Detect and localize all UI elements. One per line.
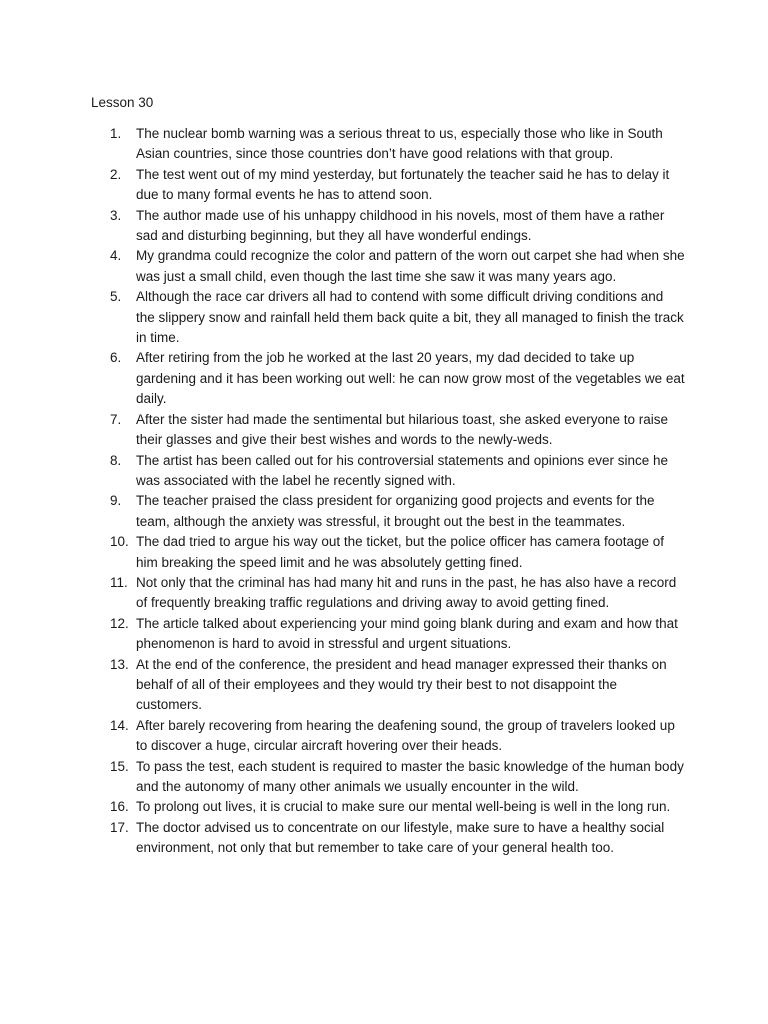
- list-item-number: 1.: [110, 126, 122, 141]
- list-item: [100, 287, 685, 348]
- list-item-number: 11.: [110, 574, 128, 590]
- list-item-text: To prolong out lives, it is crucial to make sure our mental well-being is well in the long run.: [136, 799, 671, 815]
- list-item: [100, 757, 685, 798]
- list-item-text: My grandma could recognize the color and pattern of the worn out carpet she had when she was just a small child, even though the last time she saw it was many years ago.: [136, 248, 685, 284]
- list-item-number: 8.: [110, 452, 122, 468]
- list-item: [100, 491, 685, 532]
- list-item-text: After barely recovering from hearing the deafening sound, the group of travelers looked up to discover a huge, circular aircraft hovering over their heads.: [136, 717, 675, 754]
- list-item: [100, 246, 685, 287]
- list-item-text: The doctor advised us to concentrate on our lifestyle, make sure to have a healthy social environment, not only that but remember to take care of your general health too.: [136, 819, 665, 856]
- list-item: [100, 655, 685, 716]
- list-item-number: 7.: [110, 411, 122, 427]
- list-item-number: 13.: [110, 656, 129, 672]
- list-item-number: 14.: [110, 717, 129, 733]
- list-item-text: After the sister had made the sentimental but hilarious toast, she asked everyone to raise their glasses and give their best wishes and words to the newly-weds.: [136, 411, 669, 448]
- list-item-number: 9.: [110, 493, 122, 509]
- list-item-number: 3.: [110, 207, 122, 223]
- list-item: [100, 124, 685, 165]
- list-item: [100, 573, 685, 614]
- document-title: Lesson 30: [91, 95, 154, 110]
- list-item: [100, 716, 685, 757]
- list-item-text: Not only that the criminal has had many hit and runs in the past, he has also have a record of frequently breaking traffic regulations and driving away to avoid getting fined.: [136, 574, 677, 611]
- list-item-text: The article talked about experiencing your mind going blank during and exam and how that phenomenon is hard to avoid in stressful and urgent situations.: [136, 615, 678, 652]
- list-item-text: The artist has been called out for his controversial statements and opinions ever since he was associated with the label he recently signed with.: [136, 452, 669, 488]
- list-item-number: 16.: [110, 799, 129, 815]
- list-item-text: The dad tried to argue his way out the ticket, but the police officer has camera footage of him breaking the speed limit and he was absolutely getting fined.: [136, 534, 665, 570]
- list-item-number: 4.: [110, 248, 122, 264]
- list-item: [100, 451, 685, 492]
- list-item-text: The test went out of my mind yesterday, but fortunately the teacher said he has to delay it due to many formal events he has to attend soon.: [136, 166, 670, 203]
- list-item-text: The nuclear bomb warning was a serious threat to us, especially those who like in South Asian countries, since those countries don’t have good relations with that group.: [136, 126, 663, 162]
- list-item: [100, 165, 685, 206]
- list-item-text: At the end of the conference, the president and head manager expressed their thanks on behalf of all of their employees and they would try their best to not disappoint the customers.: [136, 656, 667, 713]
- list-item: [100, 410, 685, 451]
- list-item-number: 17.: [110, 819, 129, 835]
- list-item-number: 5.: [110, 289, 122, 305]
- list-item-number: 12.: [110, 615, 129, 631]
- list-item-text: The author made use of his unhappy childhood in his novels, most of them have a rather sad and disturbing beginning, but they all have wonderful endings.: [136, 207, 665, 244]
- list-item: [100, 614, 685, 655]
- numbered-list: [100, 124, 685, 859]
- list-item-text: The teacher praised the class president for organizing good projects and events for the team, although the anxiety was stressful, it brought out the best in the teammates.: [136, 493, 655, 529]
- list-item-text: Although the race car drivers all had to contend with some difficult driving conditions and the slippery snow and rainfall held them back quite a bit, they all managed to finish the track in time.: [136, 289, 684, 346]
- list-item: [100, 206, 685, 247]
- list-item: [100, 818, 685, 859]
- list-item-number: 15.: [110, 758, 129, 774]
- list-item-text: After retiring from the job he worked at the last 20 years, my dad decided to take up gardening and it has been working out well: he can now grow most of the vegetables we eat daily.: [136, 350, 685, 407]
- list-item-number: 10.: [110, 534, 129, 550]
- list-item: [100, 532, 685, 573]
- list-item: [100, 348, 685, 409]
- list-item: [100, 797, 685, 817]
- list-item-number: 6.: [110, 350, 122, 366]
- list-item-number: 2.: [110, 166, 122, 182]
- list-item-text: To pass the test, each student is required to master the basic knowledge of the human body and the autonomy of many other animals we usually encounter in the wild.: [136, 758, 684, 794]
